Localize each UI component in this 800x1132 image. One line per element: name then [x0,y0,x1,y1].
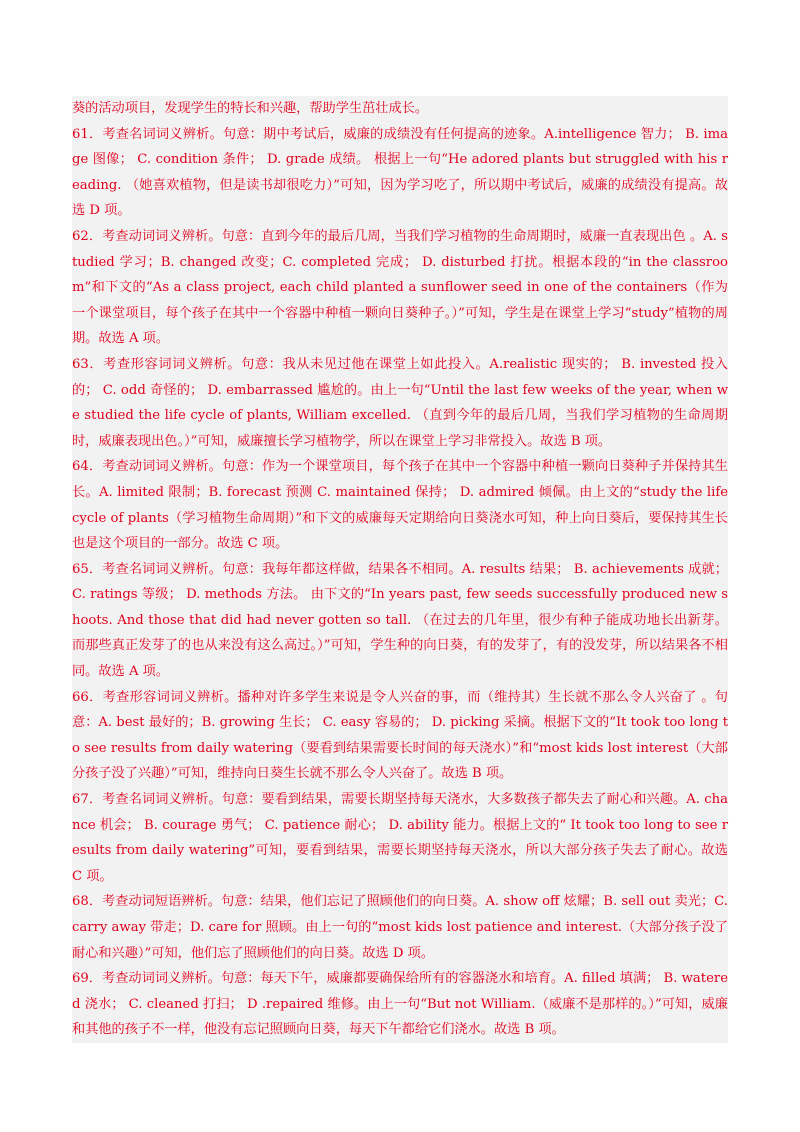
answer-explanations [72,96,728,1043]
paragraph-q62: 62．考查动词词义辨析。句意：直到今年的最后几周，当我们学习植物的生命周期时，威廉一直表现出色 。A. studied 学习；B. changed 改变；C. completed 完成； D. disturbed 打扰。根据本段的“in the classroom”和下文的“As a class project, each child planted a sunflower seed in one of the containers（作为一个课堂项目，每个孩子在其中一个容器中种植一颗向日葵种子。）”可知，学生是在课堂上学习“study”植物的周期。故选 A 项。 [72,228,728,347]
paragraph-q64: 64．考查动词词义辨析。句意：作为一个课堂项目，每个孩子在其中一个容器中种植一颗向日葵种子并保持其生长。A. limited 限制；B. forecast 预测 C. maintained 保持； D. admired 倾佩。由上文的“study the life cycle of plants（学习植物生命周期）”和下文的威廉每天定期给向日葵浇水可知，种上向日葵后，要保持其生长也是这个项目的一部分。故选 C 项。 [72,459,728,552]
paragraph-q67: 67．考查名词词义辨析。句意：要看到结果，需要长期坚持每天浇水，大多数孩子都失去了耐心和兴趣。A. chance 机会； B. courage 勇气； C. patience 耐心； D. ability 能力。根据上文的“ It took too long to see results from daily watering”可知，要看到结果，需要长期坚持每天浇水，所以大部分孩子失去了耐心。故选 C 项。 [72,792,728,884]
paragraph-q63: 63．考查形容词词义辨析。句意：我从未见过他在课堂上如此投入。A.realistic 现实的； B. invested 投入的； C. odd 奇怪的； D. embarrassed 尴尬的。由上一句“Until the last few weeks of the year, when we studied the life cycle of plants, William excelled. （直到今年的最后几周，当我们学习植物的生命周期时，威廉表现出色。）”可知，威廉擅长学习植物学，所以在课堂上学习非常投入。故选 B 项。 [72,356,728,449]
paragraph-q65: 65．考查名词词义辨析。句意：我每年都这样做，结果各不相同。A. results 结果； B. achievements 成就；C. ratings 等级； D. methods 方法。 由下文的“In years past, few seeds successfully produced new shoots. And those that did had never gotten so tall. （在过去的几年里，很少有种子能成功地长出新芽。而那些真正发芽了的也从来没有这么高过。）”可知，学生种的向日葵，有的发芽了，有的没发芽，所以结果各不相同。故选 A 项。 [72,561,728,680]
paragraph-q69: 69．考查动词词义辨析。句意：每天下午，威廉都要确保给所有的容器浇水和培育。A. filled 填满； B. watered 浇水； C. cleaned 打扫； D .repaired 维修。由上一句“But not William.（威廉不是那样的。）”可知，威廉和其他的孩子不一样，他没有忘记照顾向日葵，每天下午都给它们浇水。故选 B 项。 [72,971,728,1038]
paragraph-continuation: 葵的活动项目，发现学生的特长和兴趣，帮助学生茁壮成长。 [72,101,429,116]
paragraph-q66: 66．考查形容词词义辨析。播种对许多学生来说是令人兴奋的事，而（维持其）生长就不那么令人兴奋了 。句意：A. best 最好的；B. growing 生长； C. easy 容易的； D. picking 采摘。根据下文的“It took too long to see results from daily watering（要看到结果需要长时间的每天浇水）”和“most kids lost interest（大部分孩子没了兴趣）”可知，维持向日葵生长就不那么令人兴奋了。故选 B 项。 [72,689,728,782]
paragraph-q61: 61．考查名词词义辨析。句意：期中考试后，威廉的成绩没有任何提高的迹象。A.intelligence 智力； B. image 图像； C. condition 条件； D. grade 成绩。 根据上一句“He adored plants but struggled with his reading. （她喜欢植物，但是读书却很吃力）”可知，因为学习吃了，所以期中考试后，威廉的成绩没有提高。故选 D 项。 [72,126,728,219]
paragraph-q68: 68．考查动词短语辨析。句意：结果，他们忘记了照顾他们的向日葵。A. show off 炫耀；B. sell out 卖光；C. carry away 带走；D. care for 照顾。由上一句的“most kids lost patience and interest.（大部分孩子没了耐心和兴趣）”可知，他们忘了照顾他们的向日葵。故选 D 项。 [72,894,728,961]
